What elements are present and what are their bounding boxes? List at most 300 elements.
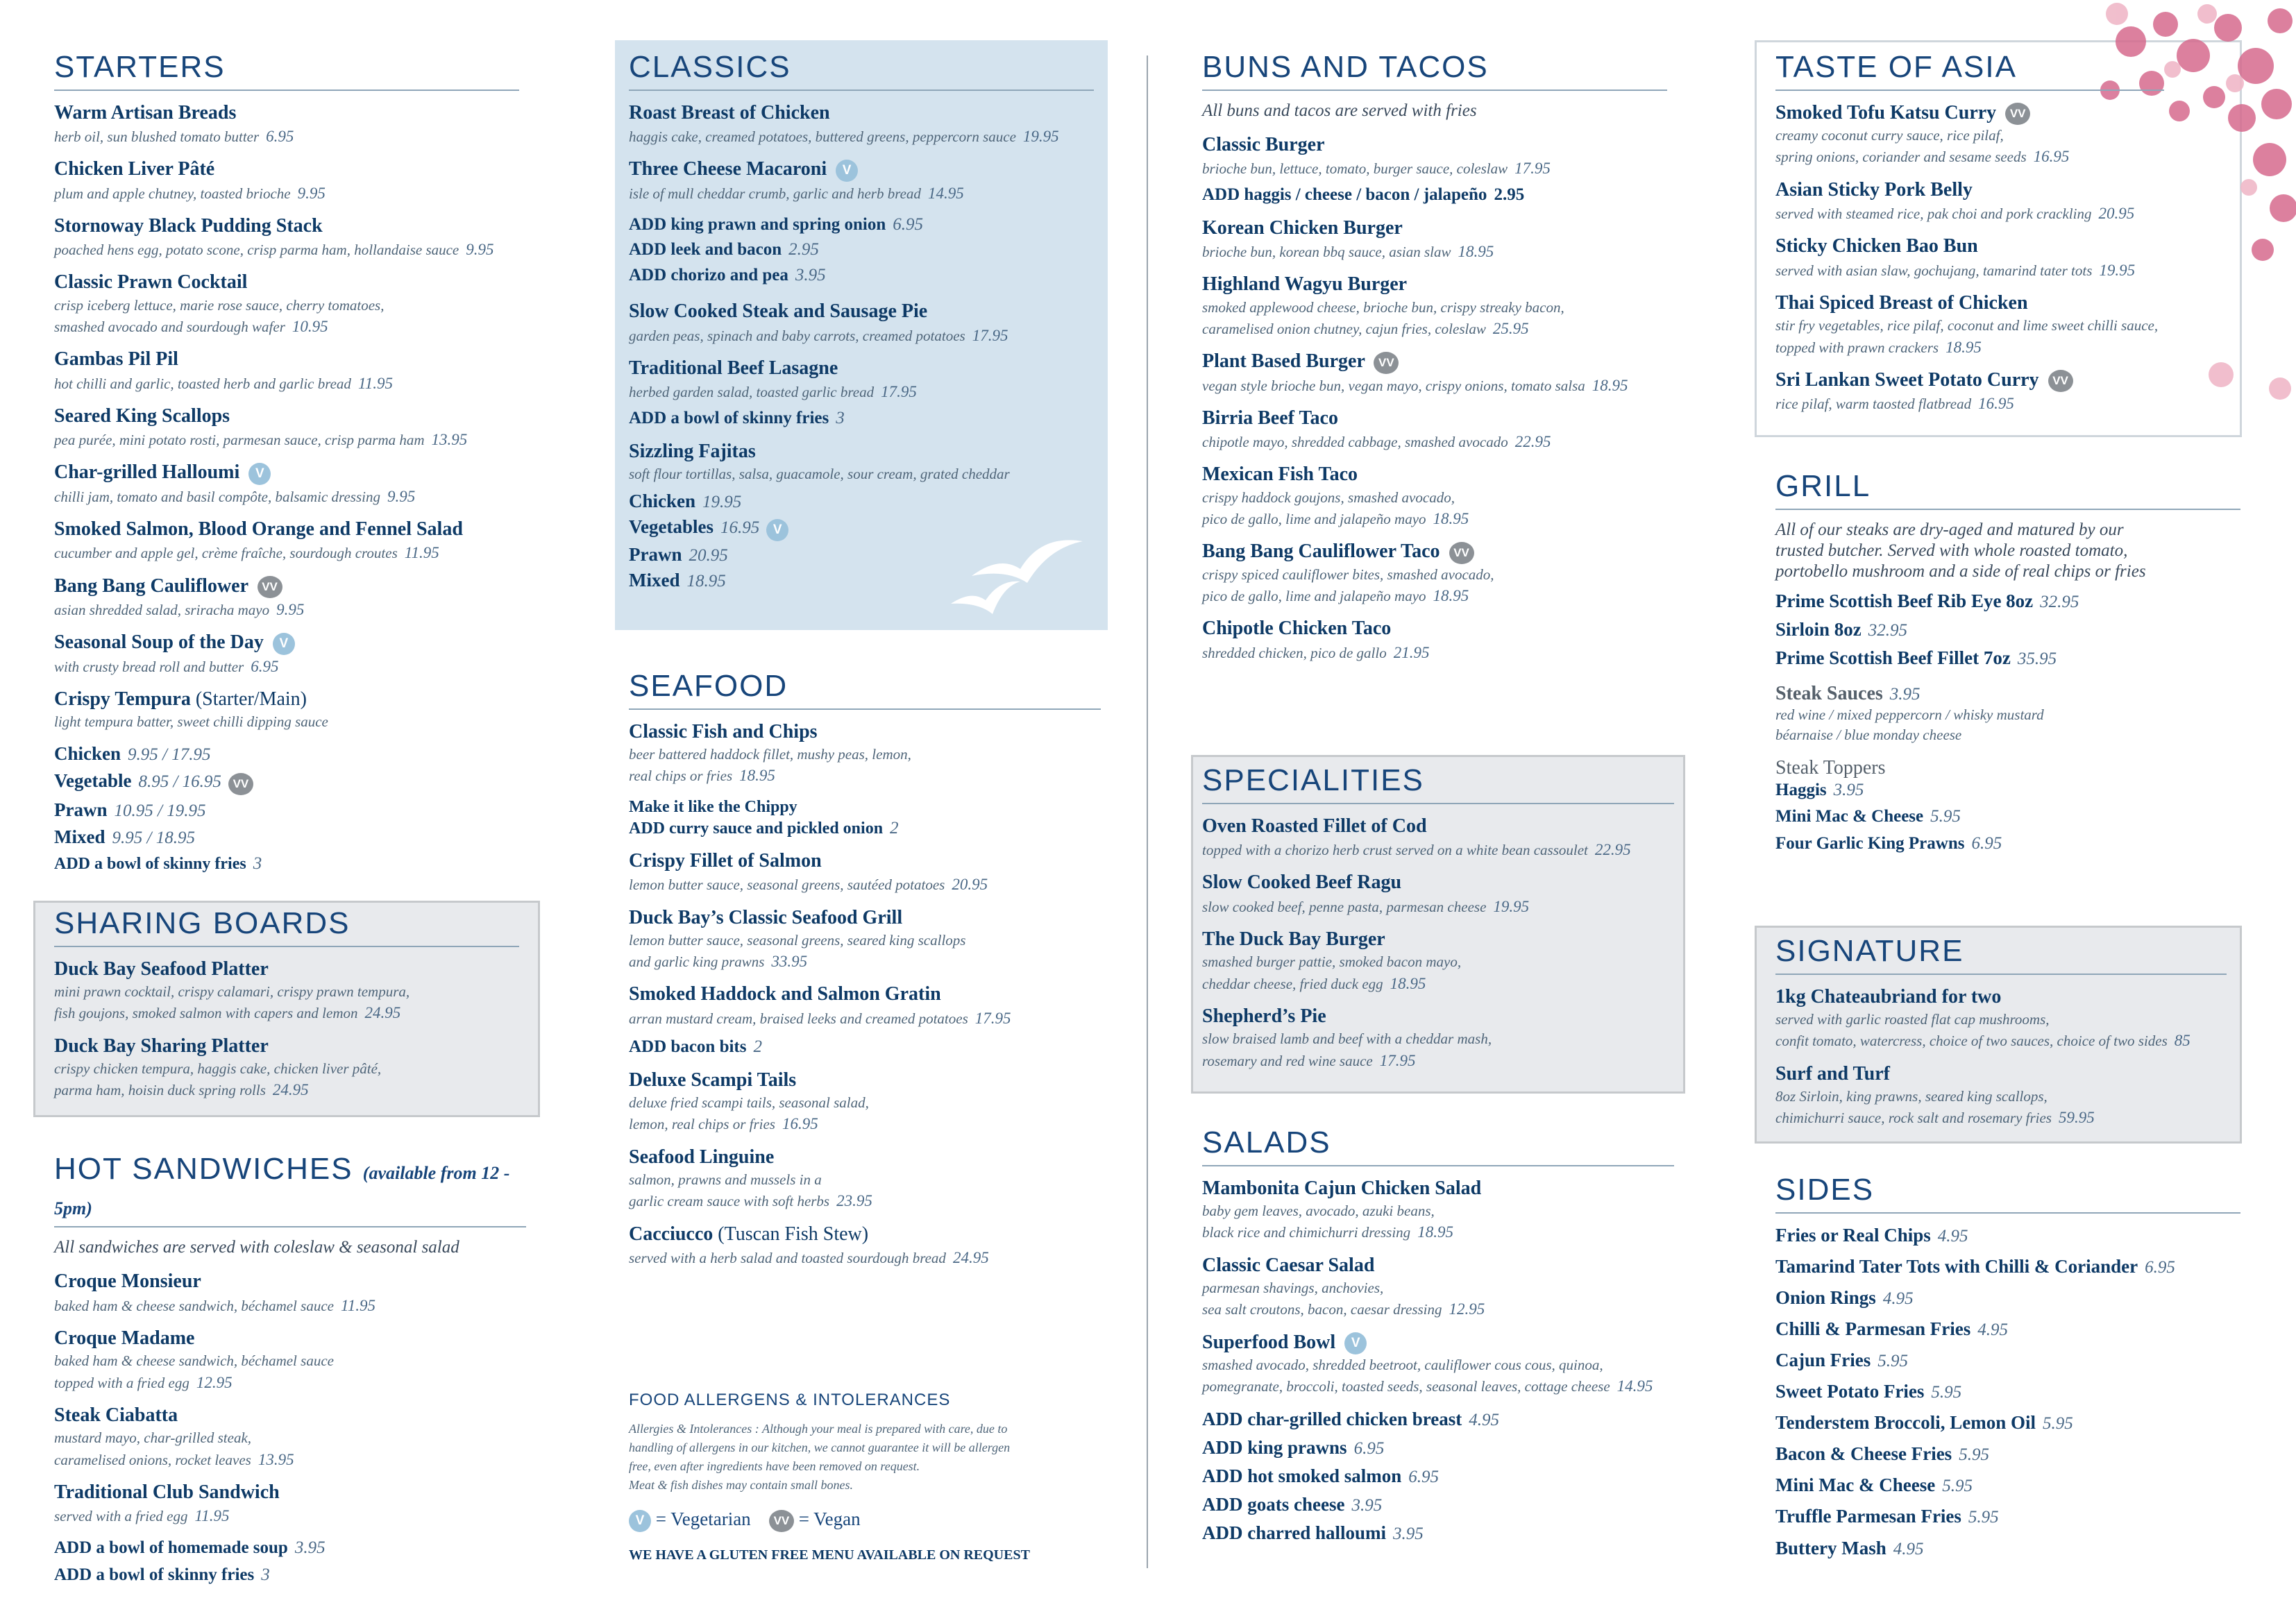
item-price: 16.95 <box>720 518 760 537</box>
menu-item <box>1775 1062 2227 1130</box>
item-description: brioche bun, lettuce, tomato, burger sauce, coleslaw <box>1202 160 1508 177</box>
menu-item <box>1775 101 2227 169</box>
item-name: Birria Beef Taco <box>1202 407 1338 429</box>
taste-of-asia-section <box>1775 50 2227 424</box>
menu-item <box>629 849 1101 897</box>
item-price: 6.95 <box>1408 1467 1440 1486</box>
item-description: stir fry vegetables, rice pilaf, coconut and lime sweet chilli sauce, <box>1775 317 2159 334</box>
item-price: 20.95 <box>689 546 728 566</box>
item-name: Croque Monsieur <box>54 1271 201 1293</box>
item-name: Sirloin 8oz <box>1775 618 1862 640</box>
menu-item <box>1202 616 1667 664</box>
vegetarian-icon: V <box>248 463 271 485</box>
item-description: 8oz Sirloin, king prawns, seared king scallops, <box>1775 1087 2048 1105</box>
item-price: 19.95 <box>1493 897 1530 915</box>
item-name: Prime Scottish Beef Rib Eye 8oz <box>1775 590 2034 611</box>
asia-list <box>1775 101 2227 416</box>
item-name: Bang Bang Cauliflower <box>54 575 248 597</box>
item-price: 10.95 <box>292 318 328 336</box>
item-name: Seared King Scallops <box>54 405 230 427</box>
item-name: Mixed <box>54 826 105 848</box>
item-price: 3 <box>836 409 845 428</box>
item-description: baked ham & cheese sandwich, béchamel sauce <box>54 1352 334 1370</box>
item-price: 18.95 <box>1433 587 1469 605</box>
item-description: rice pilaf, warm taosted flatbread <box>1775 396 1972 413</box>
item-name: 1kg Chateaubriand for two <box>1775 985 2002 1008</box>
item-price: 4.95 <box>1893 1539 1924 1558</box>
menu-item <box>629 157 1094 205</box>
menu-item <box>1202 462 1667 530</box>
line-item <box>1775 1286 2240 1310</box>
toppers-list <box>1775 779 2240 856</box>
diet-legend <box>629 1509 1101 1532</box>
item-price: 4.95 <box>1469 1410 1499 1429</box>
item-description: mini prawn cocktail, crispy calamari, crispy prawn tempura, <box>54 983 410 1000</box>
item-name: ADD bacon bits <box>629 1037 747 1057</box>
line-item <box>1775 833 2240 856</box>
item-price: 20.95 <box>952 876 988 894</box>
item-description: confit tomato, watercress, choice of two sauces, choice of two sides <box>1775 1033 2168 1050</box>
item-description: vegan style brioche bun, vegan mayo, crispy onions, tomato salsa <box>1202 377 1585 394</box>
menu-item <box>629 720 1101 788</box>
item-price: 3.95 <box>1393 1524 1424 1543</box>
item-name: Thai Spiced Breast of Chicken <box>1775 291 2028 314</box>
buns-list <box>1202 133 1667 664</box>
item-price: 17.95 <box>972 326 1008 344</box>
item-description: parma ham, hoisin duck spring rolls <box>54 1082 266 1099</box>
menu-item <box>1202 927 1674 995</box>
item-name: Slow Cooked Steak and Sausage Pie <box>629 300 928 323</box>
item-price: 11.95 <box>404 544 439 562</box>
menu-item <box>629 356 1094 430</box>
item-description: brioche bun, korean bbq sauce, asian slaw <box>1202 244 1451 261</box>
item-description: lemon butter sauce, seasonal greens, sautéed potatoes <box>629 876 945 894</box>
menu-item <box>629 1145 1101 1213</box>
item-price: 5.95 <box>1959 1445 1989 1465</box>
menu-item <box>54 1326 526 1394</box>
item-price: 18.95 <box>1458 243 1494 261</box>
item-description: garden peas, spinach and baby carrots, creamed potatoes <box>629 327 965 344</box>
line-item <box>54 798 519 822</box>
item-description: herbed garden salad, toasted garlic bread <box>629 384 875 401</box>
item-price: 5.95 <box>1931 1383 1962 1402</box>
section-intro: All sandwiches are served with coleslaw & seasonal salad <box>54 1238 459 1257</box>
vegan-label: = Vegan <box>798 1509 861 1529</box>
menu-item <box>1775 985 2227 1053</box>
item-price: 5.95 <box>1877 1351 1908 1370</box>
item-price: 24.95 <box>364 1004 401 1022</box>
menu-item <box>1775 368 2227 416</box>
menu-item <box>54 214 519 262</box>
item-price: 18.95 <box>739 767 775 785</box>
menu-item <box>1202 133 1667 207</box>
vegan-icon: VV <box>228 773 253 795</box>
item-name: Tamarind Tater Tots with Chilli & Coriander <box>1775 1255 2138 1277</box>
item-name: Duck Bay Sharing Platter <box>54 1035 269 1057</box>
item-price: 5.95 <box>2042 1414 2073 1434</box>
menu-item <box>629 1068 1101 1136</box>
allergens-title: FOOD ALLERGENS & INTOLERANCES <box>629 1391 951 1409</box>
item-name: Four Garlic King Prawns <box>1775 833 1965 853</box>
item-price: 59.95 <box>2058 1109 2095 1127</box>
item-description: served with garlic roasted flat cap mushrooms, <box>1775 1010 2050 1028</box>
item-description: soft flour tortillas, salsa, guacamole, sour cream, grated cheddar <box>629 466 1010 483</box>
line-item <box>629 489 1094 513</box>
menu-item <box>54 270 519 338</box>
item-price: 18.95 <box>1417 1223 1453 1241</box>
item-description: black rice and chimichurri dressing <box>1202 1224 1411 1241</box>
menu-item <box>629 439 1094 485</box>
menu-item <box>1202 216 1667 264</box>
item-description: pomegranate, broccoli, toasted seeds, seasonal leaves, cottage cheese <box>1202 1378 1610 1395</box>
fajita-options <box>629 489 1094 593</box>
menu-item <box>1202 539 1667 607</box>
item-price: 21.95 <box>1393 643 1430 661</box>
item-name: Prime Scottish Beef Fillet 7oz <box>1775 647 2011 668</box>
item-name: Superfood Bowl <box>1202 1331 1336 1353</box>
item-name: ADD a bowl of skinny fries <box>629 409 829 428</box>
item-description: haggis cake, creamed potatoes, buttered greens, peppercorn sauce <box>629 128 1016 145</box>
item-description: smashed avocado, shredded beetroot, cauliflower cous cous, quinoa, <box>1202 1356 1603 1373</box>
item-name: ADD curry sauce and pickled onion <box>629 819 884 838</box>
vegan-icon: VV <box>769 1510 794 1532</box>
line-item <box>1775 806 2240 829</box>
sharing-boards-section <box>54 906 519 1111</box>
line-item <box>1775 1442 2240 1466</box>
menu-item <box>54 687 519 733</box>
item-name: Onion Rings <box>1775 1286 1876 1308</box>
item-price: 22.95 <box>1594 840 1631 858</box>
item-price: 2 <box>890 818 899 838</box>
item-name: Sticky Chicken Bao Bun <box>1775 235 1978 257</box>
item-name: ADD char-grilled chicken breast <box>1202 1408 1462 1429</box>
line-item <box>1775 1504 2240 1529</box>
item-name: Smoked Tofu Katsu Curry <box>1775 101 1997 124</box>
item-description: spring onions, coriander and sesame seeds <box>1775 148 2027 166</box>
item-name: Roast Breast of Chicken <box>629 101 830 124</box>
menu-item <box>1202 870 1674 918</box>
item-name: Mexican Fish Taco <box>1202 464 1358 486</box>
item-price: 13.95 <box>431 431 468 449</box>
item-price: 19.95 <box>2099 261 2136 279</box>
vegan-icon: VV <box>2005 103 2030 125</box>
item-price: 5.95 <box>1930 807 1961 826</box>
item-name: Korean Chicken Burger <box>1202 216 1403 239</box>
item-price: 16.95 <box>782 1115 818 1133</box>
availability-note: (available from 12 - 5pm) <box>54 1163 510 1218</box>
item-price: 16.95 <box>1978 395 2014 413</box>
item-name: Chicken <box>629 490 696 511</box>
item-description: creamy coconut curry sauce, rice pilaf, <box>1775 126 2004 144</box>
item-price: 10.95 / 19.95 <box>114 801 206 820</box>
starters-list <box>54 101 519 678</box>
section-title: SEAFOOD <box>629 669 1101 710</box>
item-name: Warm Artisan Breads <box>54 101 237 124</box>
item-description: crispy spiced cauliflower bites, smashed avocado, <box>1202 566 1494 583</box>
item-price: 4.95 <box>1977 1320 2008 1339</box>
item-name: Classic Caesar Salad <box>1202 1254 1375 1276</box>
vegetarian-icon: V <box>629 1510 651 1532</box>
item-name: Three Cheese Macaroni <box>629 158 827 180</box>
item-price: 24.95 <box>272 1081 309 1099</box>
vegan-icon: VV <box>1374 352 1399 374</box>
item-price: 2.95 <box>788 240 819 260</box>
item-description: chimichurri sauce, rock salt and rosemary fries <box>1775 1110 2052 1127</box>
item-price: 11.95 <box>357 374 393 392</box>
item-name: Mambonita Cajun Chicken Salad <box>1202 1177 1482 1199</box>
intro-line: portobello mushroom and a side of real chips or fries <box>1775 561 2146 581</box>
item-name: Char-grilled Halloumi <box>54 461 240 484</box>
vegetarian-icon: V <box>766 519 788 541</box>
item-price: 14.95 <box>927 184 964 202</box>
item-price: 17.95 <box>974 1009 1011 1027</box>
sides-section <box>1775 1173 2240 1567</box>
item-price: 32.95 <box>2040 592 2079 611</box>
item-name: Seafood Linguine <box>629 1146 775 1168</box>
item-description: served with asian slaw, gochujang, tamarind tater tots <box>1775 262 2093 279</box>
item-description: hot chilli and garlic, toasted herb and garlic bread <box>54 375 351 392</box>
section-title: CLASSICS <box>629 50 1094 91</box>
menu-item <box>1775 178 2227 226</box>
item-price: 9.95 <box>276 601 305 618</box>
item-price: 11.95 <box>194 1507 230 1525</box>
item-name: Mini Mac & Cheese <box>1775 1475 1936 1496</box>
section-title: SHARING BOARDS <box>54 906 519 947</box>
item-description: cheddar cheese, fried duck egg <box>1202 975 1383 992</box>
item-name: Sizzling Fajitas <box>629 440 756 462</box>
item-name: Gambas Pil Pil <box>54 348 178 371</box>
item-price: 6.95 <box>1971 833 2002 853</box>
item-price: 2.95 <box>1494 185 1525 205</box>
item-description: crispy haddock goujons, smashed avocado, <box>1202 488 1455 506</box>
item-description: red wine / mixed peppercorn / whisky mustard <box>1775 706 2044 723</box>
starters-section <box>54 50 519 884</box>
item-price: 9.95 / 17.95 <box>128 745 211 764</box>
allergens-line: Meat & fish dishes may contain small bones. <box>629 1478 853 1492</box>
section-intro: All buns and tacos are served with fries <box>1202 101 1477 120</box>
line-item <box>629 214 1094 237</box>
line-item <box>1775 779 2240 802</box>
item-suffix: (Starter/Main) <box>195 688 307 710</box>
vegetarian-icon: V <box>273 633 295 655</box>
section-title: BUNS AND TACOS <box>1202 50 1667 91</box>
intro-line: trusted butcher. Served with whole roasted tomato, <box>1775 541 2128 560</box>
item-name: Crispy Tempura <box>54 688 191 710</box>
item-price: 11.95 <box>340 1296 376 1314</box>
item-price: 85 <box>2174 1032 2191 1050</box>
item-name: Duck Bay’s Classic Seafood Grill <box>629 906 903 928</box>
item-price: 8.95 / 16.95 <box>138 772 221 791</box>
line-item <box>629 515 1094 541</box>
item-description: with crusty bread roll and butter <box>54 658 244 675</box>
item-name: Cacciucco <box>629 1223 714 1245</box>
item-name: Shepherd’s Pie <box>1202 1005 1326 1027</box>
item-price: 9.95 <box>466 241 494 259</box>
vegetarian-icon: V <box>1344 1332 1367 1354</box>
allergens-line: Allergies & Intolerances : Although your meal is prepared with care, due to <box>629 1422 1008 1436</box>
line-item <box>1775 589 2240 613</box>
vegan-icon: VV <box>258 576 282 598</box>
item-name: Make it like the Chippy <box>629 797 797 816</box>
item-name: Steak Ciabatta <box>54 1404 178 1426</box>
item-price: 19.95 <box>702 492 742 511</box>
item-name: ADD goats cheese <box>1202 1493 1345 1515</box>
gluten-free-notice: WE HAVE A GLUTEN FREE MENU AVAILABLE ON REQUEST <box>629 1547 1030 1563</box>
item-description: smoked applewood cheese, brioche bun, crispy streaky bacon, <box>1202 298 1564 316</box>
item-price: 18.95 <box>1592 376 1628 394</box>
item-description: beer battered haddock fillet, mushy peas, lemon, <box>629 745 911 763</box>
item-name: Mixed <box>629 570 680 591</box>
steak-list <box>1775 589 2240 670</box>
menu-item <box>1202 406 1667 454</box>
item-description: real chips or fries <box>629 767 733 785</box>
item-price: 19.95 <box>1022 127 1059 145</box>
item-name: Traditional Club Sandwich <box>54 1481 280 1503</box>
item-price: 9.95 / 18.95 <box>112 829 195 848</box>
item-name: Steak Sauces <box>1775 682 1883 704</box>
item-description: pico de gallo, lime and jalapeño mayo <box>1202 588 1426 605</box>
buns-tacos-section <box>1202 50 1667 673</box>
item-description: isle of mull cheddar crumb, garlic and herb bread <box>629 185 921 202</box>
item-description: chipotle mayo, shredded cabbage, smashed avocado <box>1202 434 1508 451</box>
item-price: 6.95 <box>1353 1438 1385 1458</box>
item-name: ADD king prawn and spring onion <box>629 214 886 234</box>
item-description: topped with a fried egg <box>54 1374 189 1391</box>
menu-item <box>1202 272 1667 340</box>
chippy-add-on <box>629 797 1101 840</box>
vegetarian-icon: V <box>836 160 858 182</box>
item-description: smashed burger pattie, smoked bacon mayo, <box>1202 953 1462 971</box>
line-item <box>629 264 1094 287</box>
item-price: 24.95 <box>952 1248 989 1266</box>
line-item <box>629 239 1094 262</box>
item-description: caramelised onion chutney, cajun fries, coleslaw <box>1202 321 1486 338</box>
section-title: SPECIALITIES <box>1202 763 1674 804</box>
item-price: 16.95 <box>2033 148 2070 166</box>
item-name: ADD hot smoked salmon <box>1202 1465 1402 1486</box>
item-description: fish goujons, smoked salmon with capers and lemon <box>54 1005 358 1022</box>
item-name: ADD haggis / cheese / bacon / jalapeño <box>1202 185 1487 205</box>
menu-item <box>54 957 519 1025</box>
vegan-icon: VV <box>2048 370 2073 392</box>
item-description: parmesan shavings, anchovies, <box>1202 1279 1384 1296</box>
item-description: baked ham & cheese sandwich, béchamel sauce <box>54 1297 334 1314</box>
item-price: 3.95 <box>1889 684 1921 704</box>
seafood-list <box>629 720 1101 1269</box>
menu-item <box>54 1034 519 1102</box>
item-description: béarnaise / blue monday cheese <box>1775 726 1962 744</box>
signature-section <box>1775 934 2227 1139</box>
add-ons <box>1202 1407 1674 1545</box>
item-name: Duck Bay Seafood Platter <box>54 958 269 980</box>
sides-list <box>1775 1223 2240 1561</box>
item-description: lemon, real chips or fries <box>629 1116 775 1133</box>
item-name: Vegetables <box>629 516 714 537</box>
item-price: 5.95 <box>1942 1477 1973 1496</box>
menu-item <box>1202 814 1674 862</box>
add-on <box>629 1036 1101 1059</box>
section-title: SALADS <box>1202 1125 1674 1166</box>
intro-line: All of our steaks are dry-aged and matured by our <box>1775 520 2124 539</box>
line-item <box>1775 1348 2240 1373</box>
item-name: Classic Burger <box>1202 133 1325 155</box>
item-name: Chicken Liver Pâté <box>54 158 215 180</box>
menu-item <box>1775 291 2227 359</box>
item-name: Croque Madame <box>54 1327 195 1349</box>
item-price: 12.95 <box>196 1373 233 1391</box>
toppers-title: Steak Toppers <box>1775 756 1886 779</box>
section-title: TASTE OF ASIA <box>1775 50 2164 91</box>
grill-section <box>1775 469 2240 859</box>
item-price: 3 <box>261 1565 270 1584</box>
line-item <box>629 568 1094 593</box>
item-description: served with a fried egg <box>54 1508 188 1525</box>
item-price: 6.95 <box>893 214 924 234</box>
item-name: Chilli & Parmesan Fries <box>1775 1318 1971 1339</box>
line-item <box>1202 1436 1674 1460</box>
line-item <box>1775 1411 2240 1435</box>
section-title: SIGNATURE <box>1775 934 2227 975</box>
tempura-options <box>54 742 519 850</box>
line-item <box>1775 618 2240 642</box>
item-price: 5.95 <box>1968 1508 1999 1527</box>
line-item <box>629 543 1094 567</box>
item-description: served with a herb salad and toasted sourdough bread <box>629 1249 946 1266</box>
item-name: Crispy Fillet of Salmon <box>629 849 822 872</box>
item-description: poached hens egg, potato scone, crisp parma ham, hollandaise sauce <box>54 241 459 259</box>
item-description: rosemary and red wine sauce <box>1202 1052 1373 1069</box>
section-title <box>54 1152 526 1227</box>
allergens-line: free, even after ingredients have been removed on request. <box>629 1459 920 1473</box>
line-item <box>54 825 519 849</box>
item-name: Deluxe Scampi Tails <box>629 1069 797 1091</box>
item-name: Plant Based Burger <box>1202 350 1365 373</box>
sharing-list <box>54 957 519 1102</box>
menu-item <box>629 982 1101 1030</box>
item-description: asian shredded salad, sriracha mayo <box>54 602 270 618</box>
item-price: 3 <box>253 854 262 874</box>
item-price: 17.95 <box>1379 1051 1416 1069</box>
item-price: 17.95 <box>881 383 917 401</box>
item-name: Prawn <box>54 799 108 820</box>
item-name: Buttery Mash <box>1775 1537 1886 1558</box>
item-price: 4.95 <box>1937 1226 1968 1246</box>
menu-item <box>54 157 519 205</box>
item-price: 3.95 <box>294 1538 326 1558</box>
item-name: Vegetable <box>54 770 132 791</box>
sandwich-adds <box>54 1537 526 1586</box>
item-name: Mini Mac & Cheese <box>1775 807 1924 826</box>
item-description: caramelised onions, rocket leaves <box>54 1451 251 1468</box>
item-description: slow braised lamb and beef with a cheddar mash, <box>1202 1030 1492 1048</box>
grill-intro <box>1775 520 2240 582</box>
item-name: Truffle Parmesan Fries <box>1775 1506 1961 1527</box>
item-price: 23.95 <box>836 1192 872 1210</box>
item-name: ADD a bowl of skinny fries <box>54 1565 255 1584</box>
item-price: 18.95 <box>1945 338 1982 356</box>
item-description: pico de gallo, lime and jalapeño mayo <box>1202 511 1426 528</box>
section-title-text: HOT SANDWICHES <box>54 1152 353 1186</box>
item-name: Smoked Salmon, Blood Orange and Fennel Salad <box>54 518 463 541</box>
item-description: mustard mayo, char-grilled steak, <box>54 1429 252 1447</box>
line-item <box>1775 1255 2240 1279</box>
menu-item <box>54 101 519 148</box>
item-name: ADD a bowl of skinny fries <box>54 855 246 874</box>
line-item <box>1775 646 2240 670</box>
item-price: 32.95 <box>1868 620 1908 640</box>
vegan-icon: VV <box>1449 542 1474 564</box>
item-name: Chipotle Chicken Taco <box>1202 618 1392 640</box>
